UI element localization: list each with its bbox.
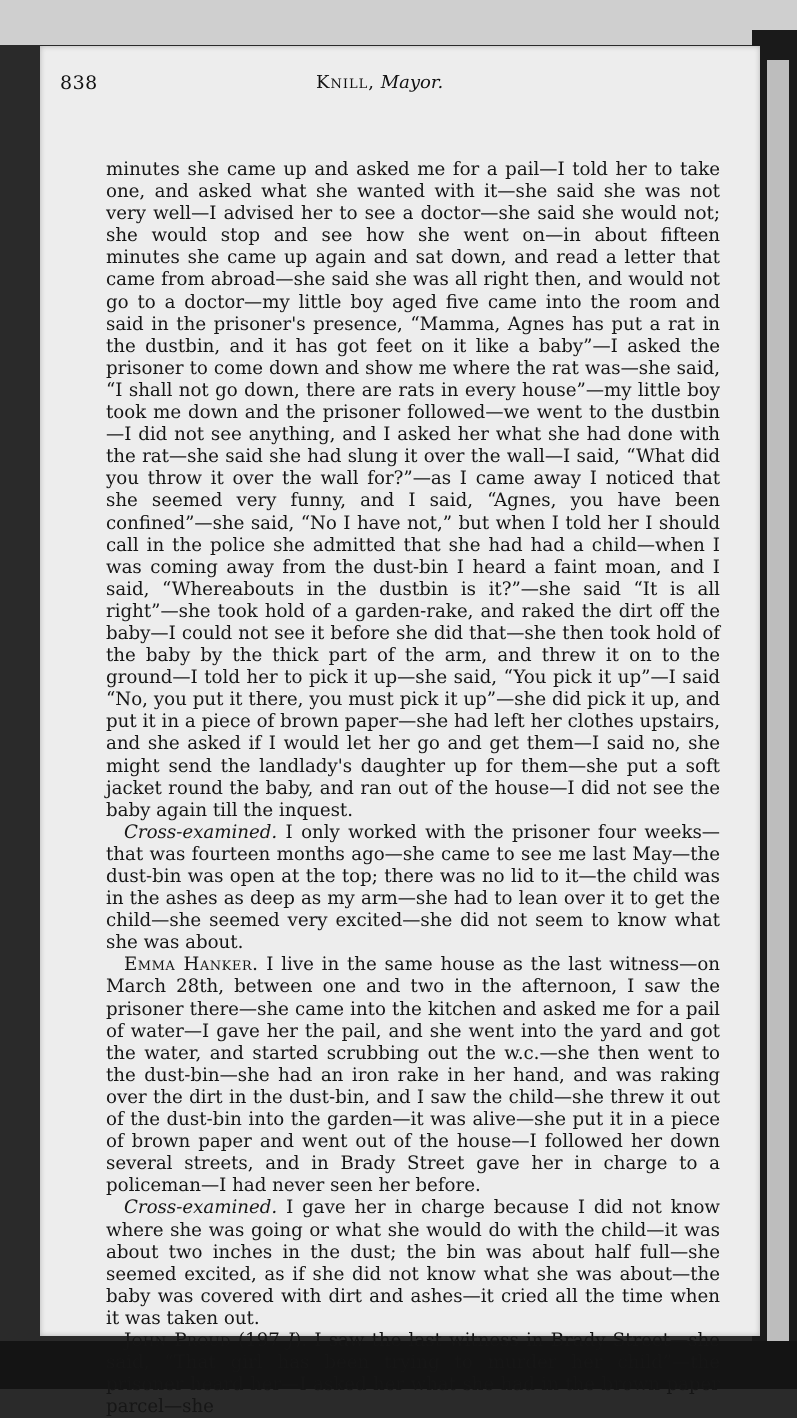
scan-background-top xyxy=(0,0,797,45)
badge-close: ). xyxy=(294,1329,308,1351)
page-header xyxy=(60,72,460,96)
paragraph-witness-emma-hanker xyxy=(106,954,720,1197)
paragraph-text: I live in the same house as the last witness—on March 28th, between one and two in the afternoon, I saw the prisoner there—she came into the kitchen and asked me for a pail of water—I gave her the pail, and she went into the yard and got the water, and started scrubbing out the w.c.—she then went to the dust-bin—she had an iron rake in her hand, and was raking over the dirt in the dust-bin, and I saw the child—she threw it out of the dust-bin into the garden—it was alive—she put it in a piece of brown paper and went out of the house—I followed her down several streets, and in Brady Street gave her in charge to a policeman—I had never seen her before. xyxy=(106,954,720,1197)
paragraph-witness-john-proud xyxy=(106,1330,720,1418)
witness-name: Emma Hanker. xyxy=(124,954,259,976)
badge-letter: J xyxy=(287,1329,295,1351)
paragraph-cross-examination-2 xyxy=(106,1197,720,1330)
paragraph-text: I only worked with the prisoner four weeks—that was fourteen months ago—she came to see me last May—the dust-bin was open at the top; there was no lid to it—the child was in the ashes as deep as my arm—she had to lean over it to get the child—she seemed very excited—she did not seem to know what she was about. xyxy=(106,821,720,954)
paragraph-testimony-continued xyxy=(106,159,720,822)
page-number: 838 xyxy=(60,72,98,94)
cross-examined-label: Cross-examined. xyxy=(124,1197,278,1219)
paragraph-text: I saw the last witness in Brady Street—she said, “That girl has been trying to murder her child”—the prisoner heard her—I asked her what she had in the brown paper parcel—she xyxy=(106,1329,720,1418)
body-text xyxy=(106,159,720,1418)
facing-page-edge xyxy=(767,60,789,1350)
running-title-office: Mayor. xyxy=(380,72,444,93)
cross-examined-label: Cross-examined. xyxy=(124,821,278,843)
witness-name: John Proud xyxy=(124,1329,231,1351)
paragraph-text: minutes she came up and asked me for a pail—I told her to take one, and asked what she wanted with it—she said she was not very well—I advised her to see a doctor—she said she would not; she would stop and see how she went on—in about fifteen minutes she came up again and sat down, and read a letter that came from abroad—she said she was all right then, and would not go to a doctor—my little boy aged five came into the room and said in the prisoner's presence, “Mamma, Agnes has put a rat in the dustbin, and it has got feet on it like a baby”—I asked the prisoner to come down and show me where the rat was—she said, “I shall not go down, there are rats in every house”—my little boy took me down and the prisoner followed—we went to the dustbin—I did not see anything, and I asked her what she had done with the rat—she said she had slung it over the wall—I said, “What did you throw it over the wall for?”—as I came away I noticed that she seemed very funny, and I said, “Agnes, you have been confined”—she said, “No I have not,” but when I told her I should call in the police she admitted that she had had a child—when I was coming away from the dust-bin I heard a faint moan, and I said, “Whereabouts in the dustbin is it?”—she said “It is all right”—she took hold of a garden-rake, and raked the dirt off the baby—I could not see it before she did that—she then took hold of the baby by the thick part of the arm, and threw it on to the ground—I told her to pick it up—she said, “You pick it up”—I said “No, you put it there, you must pick it up”—she did pick it up, and put it in a piece of brown paper—she had left her clothes upstairs, and she asked if I would let her go and get them—I said no, she might send the landlady's daughter up for them—she put a soft jacket round the baby, and ran out of the house—I did not see the baby again till the inquest. xyxy=(106,159,720,821)
paragraph-cross-examination-1 xyxy=(106,822,720,955)
badge-number: (197 xyxy=(238,1329,280,1351)
paragraph-text: I gave her in charge because I did not know where she was going or what she would do with the child—it was about two inches in the dust; the bin was about half full—she seemed excited, as if she did not know what she was about—the baby was covered with dirt and ashes—it cried all the time when it was taken out. xyxy=(106,1197,720,1329)
running-title-name: Knill, xyxy=(316,72,375,93)
running-title xyxy=(316,72,443,93)
